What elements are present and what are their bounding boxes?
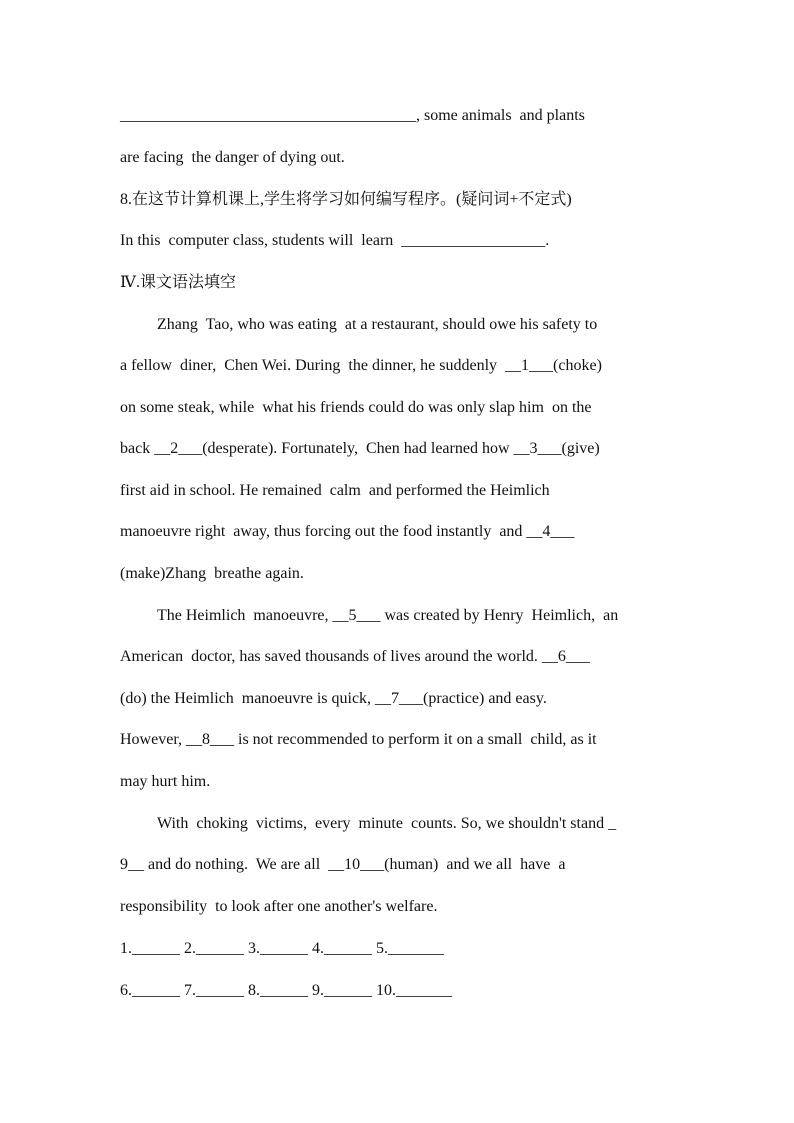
blank-2-hint: (desperate). Fortunately, Chen had learned how: [202, 440, 514, 457]
blank-5-tail: was created by Henry Heimlich, an: [380, 607, 619, 624]
blank-8[interactable]: __8___: [186, 731, 234, 748]
p3-line-2: [120, 855, 565, 875]
p1-line-2: [120, 356, 602, 376]
ex7-line-1: [120, 106, 585, 126]
p1-line-6-text: manoeuvre right away, thus forcing out the food instantly and: [120, 523, 527, 540]
ex8-sentence: In this computer class, students will learn __________________.: [120, 232, 550, 249]
blank-5[interactable]: __5___: [332, 607, 381, 624]
answer-row-1[interactable]: 1.______ 2.______ 3.______ 4.______ 5._______: [120, 940, 444, 957]
p3-line-1-text: With choking victims, every minute counts. So, we shouldn't stand: [157, 815, 609, 832]
blank-9[interactable]: 9__: [120, 856, 144, 873]
p2-line-4: [120, 730, 597, 750]
p1-line-4: [120, 439, 600, 459]
ex7-line-2: are facing the danger of dying out.: [120, 149, 345, 166]
p3-line-3: responsibility to look after one another's welfare.: [120, 898, 438, 915]
blank-6[interactable]: __6___: [541, 648, 590, 665]
ex7-blank[interactable]: _____________________________________: [120, 107, 416, 124]
blank-4[interactable]: __4___: [526, 523, 575, 540]
p2-line-4-text: However,: [120, 731, 186, 748]
p1-line-7: (make)Zhang breathe again.: [120, 565, 304, 582]
p1-line-3: on some steak, while what his friends could do was only slap him on the: [120, 399, 592, 416]
blank-7-hint: (practice) and easy.: [423, 690, 547, 707]
ex8-prompt: 8.在这节计算机课上,学生将学习如何编写程序。(疑问词+不定式): [120, 191, 572, 208]
p2-line-3-text: (do) the Heimlich manoeuvre is quick,: [120, 690, 376, 707]
answer-row-2[interactable]: 6.______ 7.______ 8.______ 9.______ 10._______: [120, 982, 452, 999]
blank-9-start[interactable]: _: [608, 815, 617, 832]
blank-3-hint: (give): [561, 440, 600, 457]
section-iv-heading: Ⅳ.课文语法填空: [120, 274, 236, 291]
blank-1-hint: (choke): [553, 357, 602, 374]
p1-line-4-text: back: [120, 440, 155, 457]
p2-line-2: [120, 647, 590, 667]
p3-line-1: [157, 814, 616, 834]
p2-line-3: [120, 689, 547, 709]
p2-line-1-text: The Heimlich manoeuvre,: [157, 607, 333, 624]
blank-3[interactable]: __3___: [513, 440, 562, 457]
blank-7[interactable]: __7___: [375, 690, 424, 707]
p1-line-6: [120, 522, 574, 542]
blank-8-tail: is not recommended to perform it on a small child, as it: [234, 731, 597, 748]
p2-line-2-text: American doctor, has saved thousands of lives around the world.: [120, 648, 542, 665]
p1-line-5: first aid in school. He remained calm and performed the Heimlich: [120, 482, 550, 499]
blank-2[interactable]: __2___: [154, 440, 203, 457]
blank-9-tail: and do nothing. We are all: [144, 856, 329, 873]
blank-10[interactable]: __10___: [328, 856, 385, 873]
p1-line-1: Zhang Tao, who was eating at a restaurant, should owe his safety to: [157, 316, 598, 333]
p2-line-1: [157, 606, 618, 626]
blank-1[interactable]: __1___: [505, 357, 554, 374]
blank-10-hint: (human) and we all have a: [384, 856, 566, 873]
p2-line-5: may hurt him.: [120, 773, 211, 790]
ex7-line-1-tail: , some animals and plants: [416, 107, 585, 124]
p1-line-2-text: a fellow diner, Chen Wei. During the dinner, he suddenly: [120, 357, 506, 374]
